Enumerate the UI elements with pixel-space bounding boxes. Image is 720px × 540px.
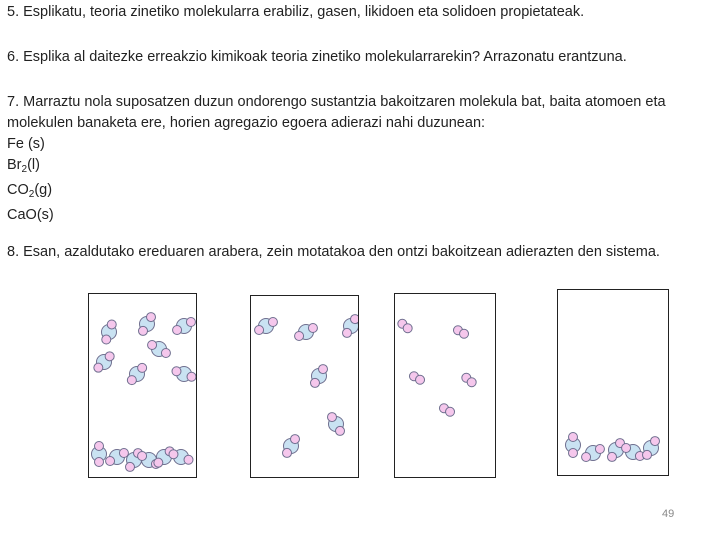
pink-atom bbox=[295, 332, 304, 341]
pink-atom bbox=[343, 328, 352, 337]
pink-atom bbox=[186, 318, 195, 327]
question-7-intro: 7. Marraztu nola suposatzen duzun ondorengo sustantzia bakoitzaren molekula bat, baita atomoen eta molekulen banaketa ere, horien agregazio egoera adierazi nahi duzunean: bbox=[7, 94, 666, 131]
pink-atom bbox=[147, 313, 156, 322]
pink-atom bbox=[319, 365, 328, 374]
pink-atom bbox=[148, 341, 157, 350]
pink-atom bbox=[138, 363, 147, 372]
container-3-molecules bbox=[395, 294, 495, 477]
pink-atom bbox=[416, 375, 425, 384]
pink-atom bbox=[255, 326, 264, 335]
pink-atom bbox=[608, 452, 617, 461]
container-3 bbox=[394, 293, 496, 478]
substance-co2: $CO_2(g)$ bbox=[7, 182, 53, 200]
pink-atom bbox=[595, 445, 604, 454]
pink-atom bbox=[105, 352, 114, 361]
substance-br2: $Br_2(l)$ bbox=[7, 157, 40, 175]
pink-atom bbox=[169, 450, 178, 459]
pink-atom bbox=[95, 458, 104, 467]
pink-atom bbox=[95, 442, 104, 451]
pink-atom bbox=[467, 378, 476, 387]
pink-atom bbox=[291, 435, 300, 444]
pink-atom bbox=[187, 372, 196, 381]
pink-atom bbox=[107, 320, 116, 329]
pink-atom bbox=[94, 363, 103, 372]
container-4 bbox=[557, 289, 669, 476]
pink-atom bbox=[446, 407, 455, 416]
pink-atom bbox=[283, 448, 292, 457]
pink-atom bbox=[139, 326, 148, 335]
pink-atom bbox=[154, 458, 163, 467]
pink-atom bbox=[460, 329, 469, 338]
pink-atom bbox=[569, 449, 578, 458]
question-5: 5. Esplikatu, teoria zinetiko molekularra erabiliz, gasen, likidoen eta solidoen propietateak. bbox=[7, 4, 585, 20]
pink-atom bbox=[127, 376, 136, 385]
pink-atom bbox=[336, 426, 345, 435]
container-4-molecules bbox=[558, 290, 668, 475]
container-2 bbox=[250, 295, 359, 478]
substance-cao: CaO(s) bbox=[7, 207, 54, 223]
pink-atom bbox=[172, 367, 181, 376]
question-6: 6. Esplika al daitezke erreakzio kimikoak teoria zinetiko molekularrarekin? Arrazonatu erantzuna. bbox=[7, 49, 627, 65]
container-1 bbox=[88, 293, 197, 478]
pink-atom bbox=[173, 326, 182, 335]
pink-atom bbox=[351, 315, 359, 324]
container-2-molecules bbox=[251, 296, 358, 477]
pink-atom bbox=[328, 413, 337, 422]
pink-atom bbox=[582, 453, 591, 462]
pink-atom bbox=[106, 457, 115, 466]
pink-atom bbox=[569, 433, 578, 442]
pink-atom bbox=[403, 324, 412, 333]
pink-atom bbox=[311, 378, 320, 387]
page-number: 49 bbox=[662, 508, 675, 520]
pink-atom bbox=[102, 335, 111, 344]
pink-atom bbox=[622, 444, 631, 453]
question-7 bbox=[7, 92, 713, 226]
pink-atom bbox=[184, 455, 193, 464]
pink-atom bbox=[126, 462, 135, 471]
pink-atom bbox=[138, 452, 147, 461]
pink-atom bbox=[651, 437, 660, 446]
pink-atom bbox=[161, 349, 170, 358]
pink-atom bbox=[308, 324, 317, 333]
substance-fe: Fe (s) bbox=[7, 136, 45, 152]
question-8: 8. Esan, azaldutako ereduaren arabera, zein motatakoa den ontzi bakoitzean adierazten den sistema. bbox=[7, 244, 660, 260]
pink-atom bbox=[643, 450, 652, 459]
container-1-molecules bbox=[89, 294, 196, 477]
pink-atom bbox=[268, 318, 277, 327]
